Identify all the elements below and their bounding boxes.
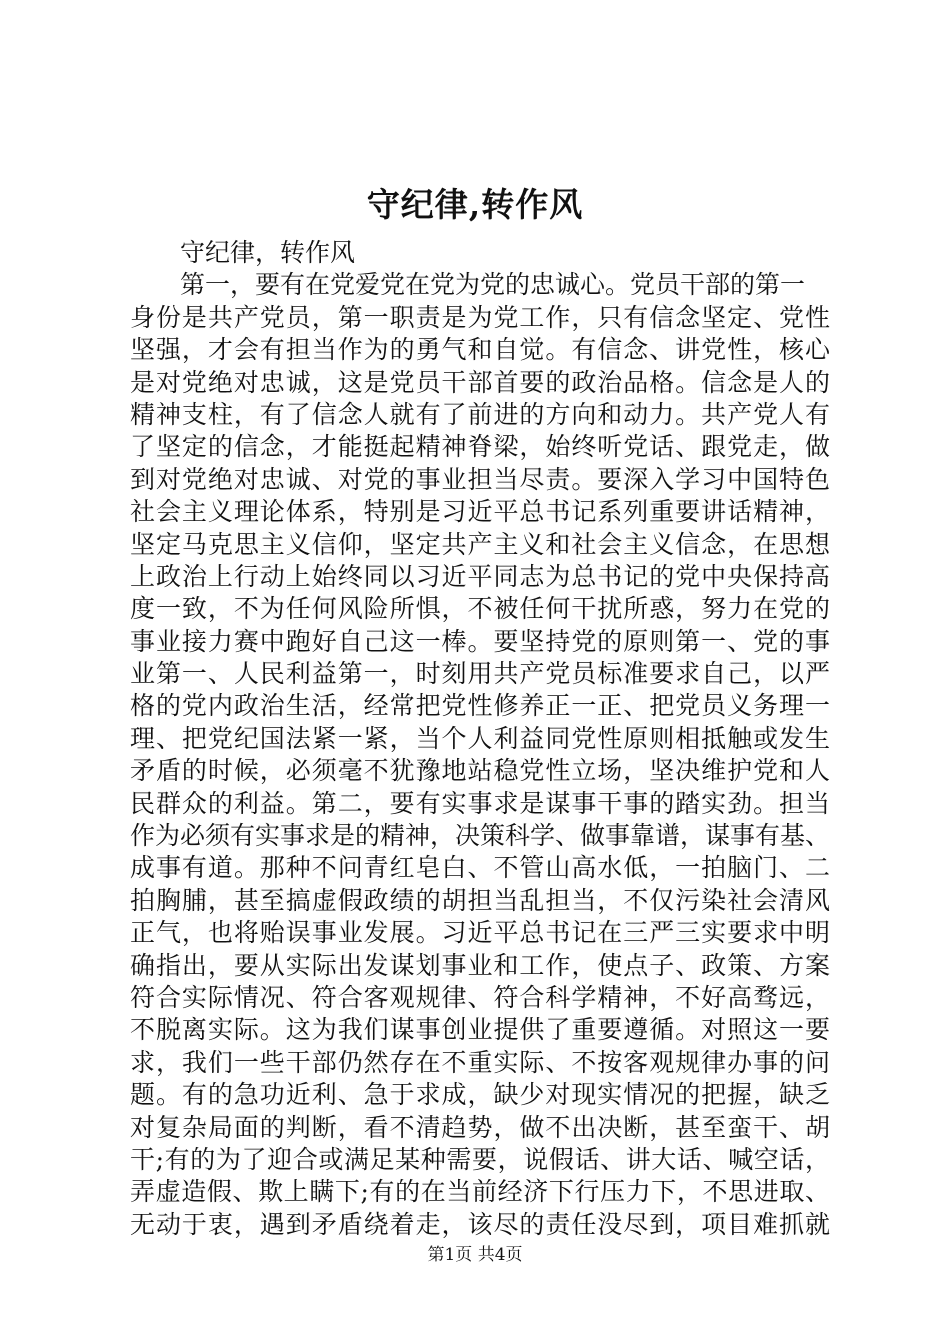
paragraph-line: 了坚定的信念，才能挺起精神脊梁，始终听党话、跟党走，做 (130, 432, 830, 462)
paragraph-line: 到对党绝对忠诚、对党的事业担当尽责。要深入学习中国特色 (130, 464, 830, 494)
paragraph-line: 坚强，才会有担当作为的勇气和自觉。有信念、讲党性，核心 (130, 335, 830, 365)
document-title: 守纪律,转作风 (366, 185, 584, 224)
paragraph-line: 上政治上行动上始终同以习近平同志为总书记的党中央保持高 (130, 561, 830, 591)
paragraph-line: 第一，要有在党爱党在党为党的忠诚心。党员干部的第一 (180, 270, 806, 300)
paragraph-line: 成事有道。那种不问青红皂白、不管山高水低，一拍脑门、二 (130, 853, 830, 883)
paragraph-line: 无动于衷，遇到矛盾绕着走，该尽的责任没尽到，项目难抓就 (130, 1209, 830, 1239)
paragraph-line: 确指出，要从实际出发谋划事业和工作，使点子、政策、方案 (130, 950, 830, 980)
paragraph-line: 矛盾的时候，必须毫不犹豫地站稳党性立场，坚决维护党和人 (130, 756, 830, 786)
document-body (130, 237, 830, 1241)
paragraph-line: 是对党绝对忠诚，这是党员干部首要的政治品格。信念是人的 (130, 367, 830, 397)
paragraph-line: 事业接力赛中跑好自己这一棒。要坚持党的原则第一、党的事 (130, 626, 830, 656)
paragraph-line: 格的党内政治生活，经常把党性修养正一正、把党员义务理一 (130, 691, 830, 721)
paragraph-line: 求，我们一些干部仍然存在不重实际、不按客观规律办事的问 (130, 1047, 830, 1077)
paragraph-line: 民群众的利益。第二，要有实事求是谋事干事的踏实劲。担当 (130, 788, 830, 818)
paragraph-line: 不脱离实际。这为我们谋事创业提供了重要遵循。对照这一要 (130, 1015, 830, 1045)
page-footer: 第1页 共4页 (427, 1245, 523, 1265)
paragraph-line: 身份是共产党员，第一职责是为党工作，只有信念坚定、党性 (130, 302, 830, 332)
paragraph-line: 对复杂局面的判断，看不清趋势，做不出决断，甚至蛮干、胡 (130, 1112, 830, 1142)
document-subtitle: 守纪律，转作风 (180, 238, 356, 267)
paragraph-line: 弄虚造假、欺上瞒下;有的在当前经济下行压力下，不思进取、 (130, 1177, 830, 1207)
paragraph-line: 干;有的为了迎合或满足某种需要，说假话、讲大话、喊空话， (130, 1144, 830, 1174)
paragraph-line: 理、把党纪国法紧一紧，当个人利益同党性原则相抵触或发生 (130, 723, 830, 753)
paragraph-line: 精神支柱，有了信念人就有了前进的方向和动力。共产党人有 (130, 399, 830, 429)
paragraph-line: 作为必须有实事求是的精神，决策科学、做事靠谱，谋事有基、 (130, 821, 831, 851)
paragraph-line: 拍胸脯，甚至搞虚假政绩的胡担当乱担当，不仅污染社会清风 (130, 885, 830, 915)
paragraph-line: 题。有的急功近利、急于求成，缺少对现实情况的把握，缺乏 (130, 1080, 830, 1110)
paragraph-line: 符合实际情况、符合客观规律、符合科学精神，不好高骛远， (130, 982, 830, 1012)
paragraph-line: 正气，也将贻误事业发展。习近平总书记在三严三实要求中明 (130, 918, 830, 948)
paragraph-line: 业第一、人民利益第一，时刻用共产党员标准要求自己，以严 (130, 659, 830, 689)
paragraph-line: 度一致，不为任何风险所惧，不被任何干扰所惑，努力在党的 (130, 594, 830, 624)
paragraph-line: 坚定马克思主义信仰，坚定共产主义和社会主义信念，在思想 (130, 529, 830, 559)
paragraph-line: 社会主义理论体系，特别是习近平总书记系列重要讲话精神， (130, 497, 830, 527)
